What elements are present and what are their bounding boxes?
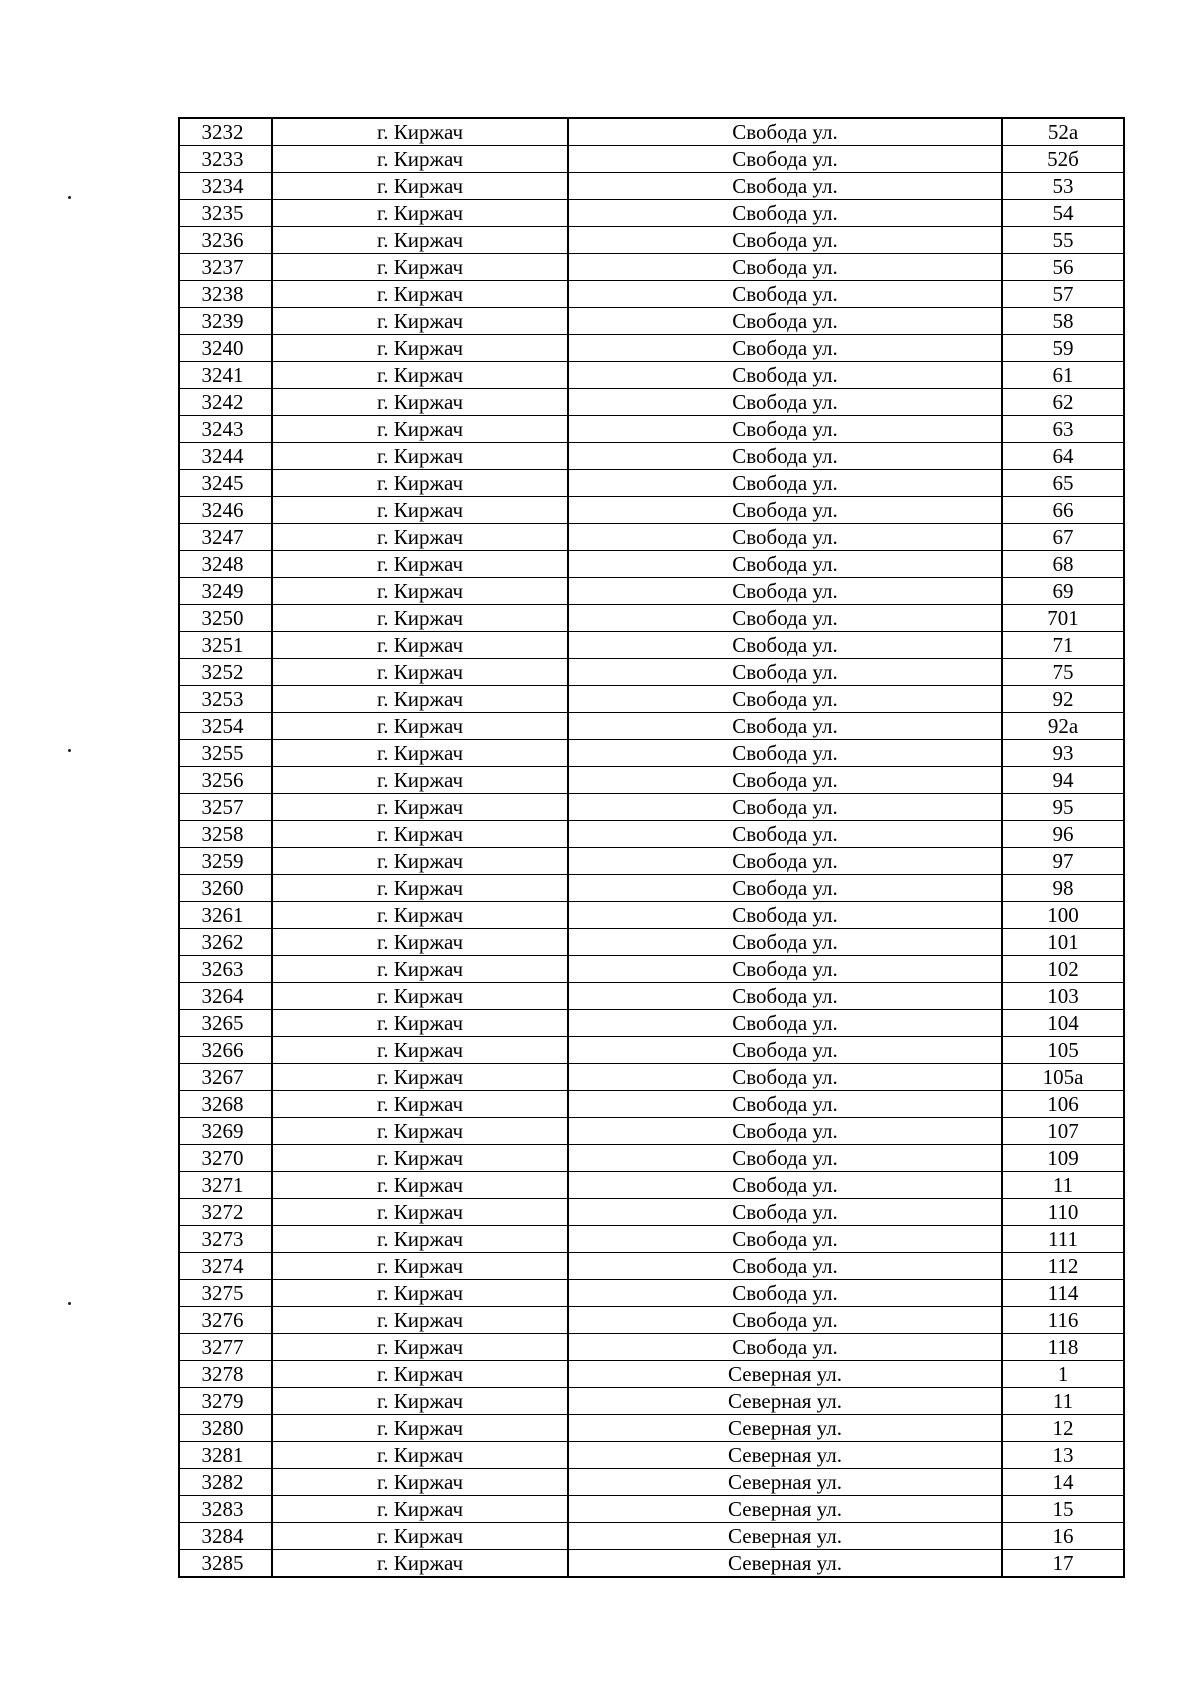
street-cell: Свобода ул. (568, 146, 1002, 173)
house-number-cell: 62 (1002, 389, 1124, 416)
street-cell: Свобода ул. (568, 794, 1002, 821)
house-number-cell: 52б (1002, 146, 1124, 173)
house-number-cell: 98 (1002, 875, 1124, 902)
table-row (179, 1442, 1124, 1469)
table-row (179, 1469, 1124, 1496)
table-row (179, 1226, 1124, 1253)
record-number-cell: 3259 (179, 848, 272, 875)
house-number-cell: 102 (1002, 956, 1124, 983)
table-row (179, 983, 1124, 1010)
street-cell: Свобода ул. (568, 767, 1002, 794)
table-row (179, 929, 1124, 956)
house-number-cell: 56 (1002, 254, 1124, 281)
record-number-cell: 3263 (179, 956, 272, 983)
table-row (179, 632, 1124, 659)
city-cell: г. Киржач (272, 1172, 568, 1199)
street-cell: Свобода ул. (568, 1118, 1002, 1145)
table-row (179, 713, 1124, 740)
table-row (179, 1307, 1124, 1334)
city-cell: г. Киржач (272, 1307, 568, 1334)
street-cell: Свобода ул. (568, 632, 1002, 659)
house-number-cell: 93 (1002, 740, 1124, 767)
street-cell: Свобода ул. (568, 740, 1002, 767)
street-cell: Свобода ул. (568, 1253, 1002, 1280)
table-row (179, 1361, 1124, 1388)
house-number-cell: 118 (1002, 1334, 1124, 1361)
street-cell: Свобода ул. (568, 443, 1002, 470)
table-row (179, 497, 1124, 524)
house-number-cell: 57 (1002, 281, 1124, 308)
table-row (179, 227, 1124, 254)
city-cell: г. Киржач (272, 983, 568, 1010)
table-row (179, 551, 1124, 578)
record-number-cell: 3269 (179, 1118, 272, 1145)
street-cell: Северная ул. (568, 1442, 1002, 1469)
street-cell: Свобода ул. (568, 1037, 1002, 1064)
house-number-cell: 109 (1002, 1145, 1124, 1172)
table-row (179, 848, 1124, 875)
record-number-cell: 3246 (179, 497, 272, 524)
record-number-cell: 3253 (179, 686, 272, 713)
record-number-cell: 3242 (179, 389, 272, 416)
city-cell: г. Киржач (272, 1064, 568, 1091)
record-number-cell: 3258 (179, 821, 272, 848)
record-number-cell: 3244 (179, 443, 272, 470)
city-cell: г. Киржач (272, 1415, 568, 1442)
record-number-cell: 3250 (179, 605, 272, 632)
city-cell: г. Киржач (272, 821, 568, 848)
house-number-cell: 97 (1002, 848, 1124, 875)
record-number-cell: 3276 (179, 1307, 272, 1334)
city-cell: г. Киржач (272, 1091, 568, 1118)
city-cell: г. Киржач (272, 200, 568, 227)
house-number-cell: 54 (1002, 200, 1124, 227)
street-cell: Свобода ул. (568, 1172, 1002, 1199)
city-cell: г. Киржач (272, 1010, 568, 1037)
table-row (179, 1280, 1124, 1307)
house-number-cell: 701 (1002, 605, 1124, 632)
street-cell: Свобода ул. (568, 875, 1002, 902)
house-number-cell: 111 (1002, 1226, 1124, 1253)
street-cell: Свобода ул. (568, 821, 1002, 848)
street-cell: Свобода ул. (568, 686, 1002, 713)
house-number-cell: 112 (1002, 1253, 1124, 1280)
house-number-cell: 107 (1002, 1118, 1124, 1145)
house-number-cell: 75 (1002, 659, 1124, 686)
house-number-cell: 63 (1002, 416, 1124, 443)
street-cell: Свобода ул. (568, 1280, 1002, 1307)
record-number-cell: 3237 (179, 254, 272, 281)
city-cell: г. Киржач (272, 1469, 568, 1496)
record-number-cell: 3284 (179, 1523, 272, 1550)
house-number-cell: 1 (1002, 1361, 1124, 1388)
house-number-cell: 14 (1002, 1469, 1124, 1496)
record-number-cell: 3260 (179, 875, 272, 902)
record-number-cell: 3285 (179, 1550, 272, 1578)
record-number-cell: 3265 (179, 1010, 272, 1037)
record-number-cell: 3274 (179, 1253, 272, 1280)
table-row (179, 1091, 1124, 1118)
table-row (179, 146, 1124, 173)
street-cell: Северная ул. (568, 1415, 1002, 1442)
house-number-cell: 71 (1002, 632, 1124, 659)
house-number-cell: 11 (1002, 1172, 1124, 1199)
house-number-cell: 92 (1002, 686, 1124, 713)
city-cell: г. Киржач (272, 118, 568, 146)
table-row (179, 794, 1124, 821)
city-cell: г. Киржач (272, 1496, 568, 1523)
house-number-cell: 17 (1002, 1550, 1124, 1578)
street-cell: Северная ул. (568, 1550, 1002, 1578)
city-cell: г. Киржач (272, 1523, 568, 1550)
house-number-cell: 13 (1002, 1442, 1124, 1469)
street-cell: Свобода ул. (568, 362, 1002, 389)
table-row (179, 443, 1124, 470)
address-table-body (179, 118, 1124, 1577)
city-cell: г. Киржач (272, 902, 568, 929)
street-cell: Свобода ул. (568, 1226, 1002, 1253)
house-number-cell: 58 (1002, 308, 1124, 335)
house-number-cell: 12 (1002, 1415, 1124, 1442)
record-number-cell: 3254 (179, 713, 272, 740)
table-row (179, 254, 1124, 281)
street-cell: Свобода ул. (568, 497, 1002, 524)
street-cell: Свобода ул. (568, 416, 1002, 443)
street-cell: Свобода ул. (568, 713, 1002, 740)
table-row (179, 1064, 1124, 1091)
street-cell: Свобода ул. (568, 254, 1002, 281)
record-number-cell: 3281 (179, 1442, 272, 1469)
city-cell: г. Киржач (272, 227, 568, 254)
city-cell: г. Киржач (272, 578, 568, 605)
record-number-cell: 3248 (179, 551, 272, 578)
record-number-cell: 3271 (179, 1172, 272, 1199)
table-row (179, 767, 1124, 794)
street-cell: Свобода ул. (568, 983, 1002, 1010)
table-row (179, 1145, 1124, 1172)
house-number-cell: 52а (1002, 118, 1124, 146)
table-row (179, 1253, 1124, 1280)
street-cell: Северная ул. (568, 1469, 1002, 1496)
street-cell: Свобода ул. (568, 1334, 1002, 1361)
record-number-cell: 3235 (179, 200, 272, 227)
house-number-cell: 61 (1002, 362, 1124, 389)
house-number-cell: 53 (1002, 173, 1124, 200)
city-cell: г. Киржач (272, 443, 568, 470)
city-cell: г. Киржач (272, 497, 568, 524)
table-row (179, 1523, 1124, 1550)
street-cell: Свобода ул. (568, 1145, 1002, 1172)
city-cell: г. Киржач (272, 146, 568, 173)
city-cell: г. Киржач (272, 389, 568, 416)
record-number-cell: 3277 (179, 1334, 272, 1361)
house-number-cell: 15 (1002, 1496, 1124, 1523)
city-cell: г. Киржач (272, 956, 568, 983)
city-cell: г. Киржач (272, 173, 568, 200)
house-number-cell: 95 (1002, 794, 1124, 821)
city-cell: г. Киржач (272, 659, 568, 686)
record-number-cell: 3252 (179, 659, 272, 686)
street-cell: Свобода ул. (568, 605, 1002, 632)
record-number-cell: 3249 (179, 578, 272, 605)
table-row (179, 1010, 1124, 1037)
table-row (179, 1199, 1124, 1226)
city-cell: г. Киржач (272, 1442, 568, 1469)
house-number-cell: 92а (1002, 713, 1124, 740)
city-cell: г. Киржач (272, 686, 568, 713)
table-row (179, 956, 1124, 983)
house-number-cell: 16 (1002, 1523, 1124, 1550)
table-row (179, 1037, 1124, 1064)
record-number-cell: 3262 (179, 929, 272, 956)
record-number-cell: 3245 (179, 470, 272, 497)
table-row (179, 1388, 1124, 1415)
table-row (179, 1415, 1124, 1442)
house-number-cell: 101 (1002, 929, 1124, 956)
city-cell: г. Киржач (272, 929, 568, 956)
house-number-cell: 96 (1002, 821, 1124, 848)
table-row (179, 118, 1124, 146)
city-cell: г. Киржач (272, 713, 568, 740)
table-row (179, 740, 1124, 767)
house-number-cell: 65 (1002, 470, 1124, 497)
table-row (179, 578, 1124, 605)
street-cell: Свобода ул. (568, 227, 1002, 254)
city-cell: г. Киржач (272, 551, 568, 578)
house-number-cell: 11 (1002, 1388, 1124, 1415)
city-cell: г. Киржач (272, 416, 568, 443)
record-number-cell: 3261 (179, 902, 272, 929)
city-cell: г. Киржач (272, 1226, 568, 1253)
city-cell: г. Киржач (272, 254, 568, 281)
address-table (178, 117, 1125, 1578)
house-number-cell: 94 (1002, 767, 1124, 794)
table-row (179, 362, 1124, 389)
city-cell: г. Киржач (272, 794, 568, 821)
city-cell: г. Киржач (272, 1145, 568, 1172)
record-number-cell: 3240 (179, 335, 272, 362)
record-number-cell: 3243 (179, 416, 272, 443)
house-number-cell: 116 (1002, 1307, 1124, 1334)
record-number-cell: 3282 (179, 1469, 272, 1496)
house-number-cell: 64 (1002, 443, 1124, 470)
city-cell: г. Киржач (272, 1118, 568, 1145)
city-cell: г. Киржач (272, 524, 568, 551)
table-row (179, 200, 1124, 227)
house-number-cell: 104 (1002, 1010, 1124, 1037)
street-cell: Северная ул. (568, 1361, 1002, 1388)
house-number-cell: 59 (1002, 335, 1124, 362)
city-cell: г. Киржач (272, 1253, 568, 1280)
street-cell: Свобода ул. (568, 524, 1002, 551)
scan-speck (68, 196, 71, 199)
street-cell: Свобода ул. (568, 1307, 1002, 1334)
table-row (179, 173, 1124, 200)
record-number-cell: 3233 (179, 146, 272, 173)
street-cell: Свобода ул. (568, 200, 1002, 227)
table-row (179, 821, 1124, 848)
scan-speck (68, 749, 71, 752)
street-cell: Свобода ул. (568, 902, 1002, 929)
table-row (179, 1334, 1124, 1361)
scan-speck (68, 1302, 71, 1305)
street-cell: Свобода ул. (568, 118, 1002, 146)
street-cell: Свобода ул. (568, 578, 1002, 605)
city-cell: г. Киржач (272, 362, 568, 389)
street-cell: Свобода ул. (568, 1199, 1002, 1226)
street-cell: Свобода ул. (568, 281, 1002, 308)
house-number-cell: 67 (1002, 524, 1124, 551)
city-cell: г. Киржач (272, 470, 568, 497)
record-number-cell: 3266 (179, 1037, 272, 1064)
street-cell: Свобода ул. (568, 335, 1002, 362)
city-cell: г. Киржач (272, 632, 568, 659)
city-cell: г. Киржач (272, 308, 568, 335)
street-cell: Свобода ул. (568, 1091, 1002, 1118)
record-number-cell: 3241 (179, 362, 272, 389)
table-row (179, 470, 1124, 497)
street-cell: Свобода ул. (568, 1064, 1002, 1091)
record-number-cell: 3247 (179, 524, 272, 551)
record-number-cell: 3283 (179, 1496, 272, 1523)
house-number-cell: 103 (1002, 983, 1124, 1010)
street-cell: Свобода ул. (568, 173, 1002, 200)
table-row (179, 1118, 1124, 1145)
table-row (179, 524, 1124, 551)
house-number-cell: 55 (1002, 227, 1124, 254)
table-row (179, 1550, 1124, 1578)
house-number-cell: 100 (1002, 902, 1124, 929)
record-number-cell: 3264 (179, 983, 272, 1010)
record-number-cell: 3273 (179, 1226, 272, 1253)
record-number-cell: 3236 (179, 227, 272, 254)
city-cell: г. Киржач (272, 848, 568, 875)
city-cell: г. Киржач (272, 1199, 568, 1226)
record-number-cell: 3232 (179, 118, 272, 146)
house-number-cell: 105а (1002, 1064, 1124, 1091)
city-cell: г. Киржач (272, 605, 568, 632)
record-number-cell: 3268 (179, 1091, 272, 1118)
table-row (179, 389, 1124, 416)
house-number-cell: 114 (1002, 1280, 1124, 1307)
city-cell: г. Киржач (272, 335, 568, 362)
record-number-cell: 3255 (179, 740, 272, 767)
street-cell: Свобода ул. (568, 659, 1002, 686)
table-row (179, 902, 1124, 929)
street-cell: Свобода ул. (568, 929, 1002, 956)
record-number-cell: 3279 (179, 1388, 272, 1415)
record-number-cell: 3238 (179, 281, 272, 308)
record-number-cell: 3278 (179, 1361, 272, 1388)
street-cell: Северная ул. (568, 1523, 1002, 1550)
street-cell: Свобода ул. (568, 470, 1002, 497)
street-cell: Свобода ул. (568, 389, 1002, 416)
street-cell: Свобода ул. (568, 308, 1002, 335)
record-number-cell: 3280 (179, 1415, 272, 1442)
house-number-cell: 106 (1002, 1091, 1124, 1118)
city-cell: г. Киржач (272, 1361, 568, 1388)
house-number-cell: 68 (1002, 551, 1124, 578)
street-cell: Свобода ул. (568, 956, 1002, 983)
record-number-cell: 3272 (179, 1199, 272, 1226)
city-cell: г. Киржач (272, 1388, 568, 1415)
street-cell: Свобода ул. (568, 1010, 1002, 1037)
table-row (179, 281, 1124, 308)
record-number-cell: 3256 (179, 767, 272, 794)
table-row (179, 659, 1124, 686)
city-cell: г. Киржач (272, 1037, 568, 1064)
record-number-cell: 3275 (179, 1280, 272, 1307)
street-cell: Свобода ул. (568, 551, 1002, 578)
record-number-cell: 3234 (179, 173, 272, 200)
record-number-cell: 3239 (179, 308, 272, 335)
table-row (179, 335, 1124, 362)
city-cell: г. Киржач (272, 1280, 568, 1307)
street-cell: Северная ул. (568, 1496, 1002, 1523)
house-number-cell: 110 (1002, 1199, 1124, 1226)
record-number-cell: 3251 (179, 632, 272, 659)
street-cell: Северная ул. (568, 1388, 1002, 1415)
city-cell: г. Киржач (272, 1550, 568, 1578)
house-number-cell: 105 (1002, 1037, 1124, 1064)
table-row (179, 308, 1124, 335)
city-cell: г. Киржач (272, 767, 568, 794)
record-number-cell: 3270 (179, 1145, 272, 1172)
house-number-cell: 69 (1002, 578, 1124, 605)
record-number-cell: 3257 (179, 794, 272, 821)
house-number-cell: 66 (1002, 497, 1124, 524)
table-row (179, 416, 1124, 443)
street-cell: Свобода ул. (568, 848, 1002, 875)
record-number-cell: 3267 (179, 1064, 272, 1091)
table-row (179, 1496, 1124, 1523)
table-row (179, 686, 1124, 713)
city-cell: г. Киржач (272, 875, 568, 902)
table-row (179, 605, 1124, 632)
table-row (179, 1172, 1124, 1199)
city-cell: г. Киржач (272, 1334, 568, 1361)
city-cell: г. Киржач (272, 281, 568, 308)
table-row (179, 875, 1124, 902)
city-cell: г. Киржач (272, 740, 568, 767)
